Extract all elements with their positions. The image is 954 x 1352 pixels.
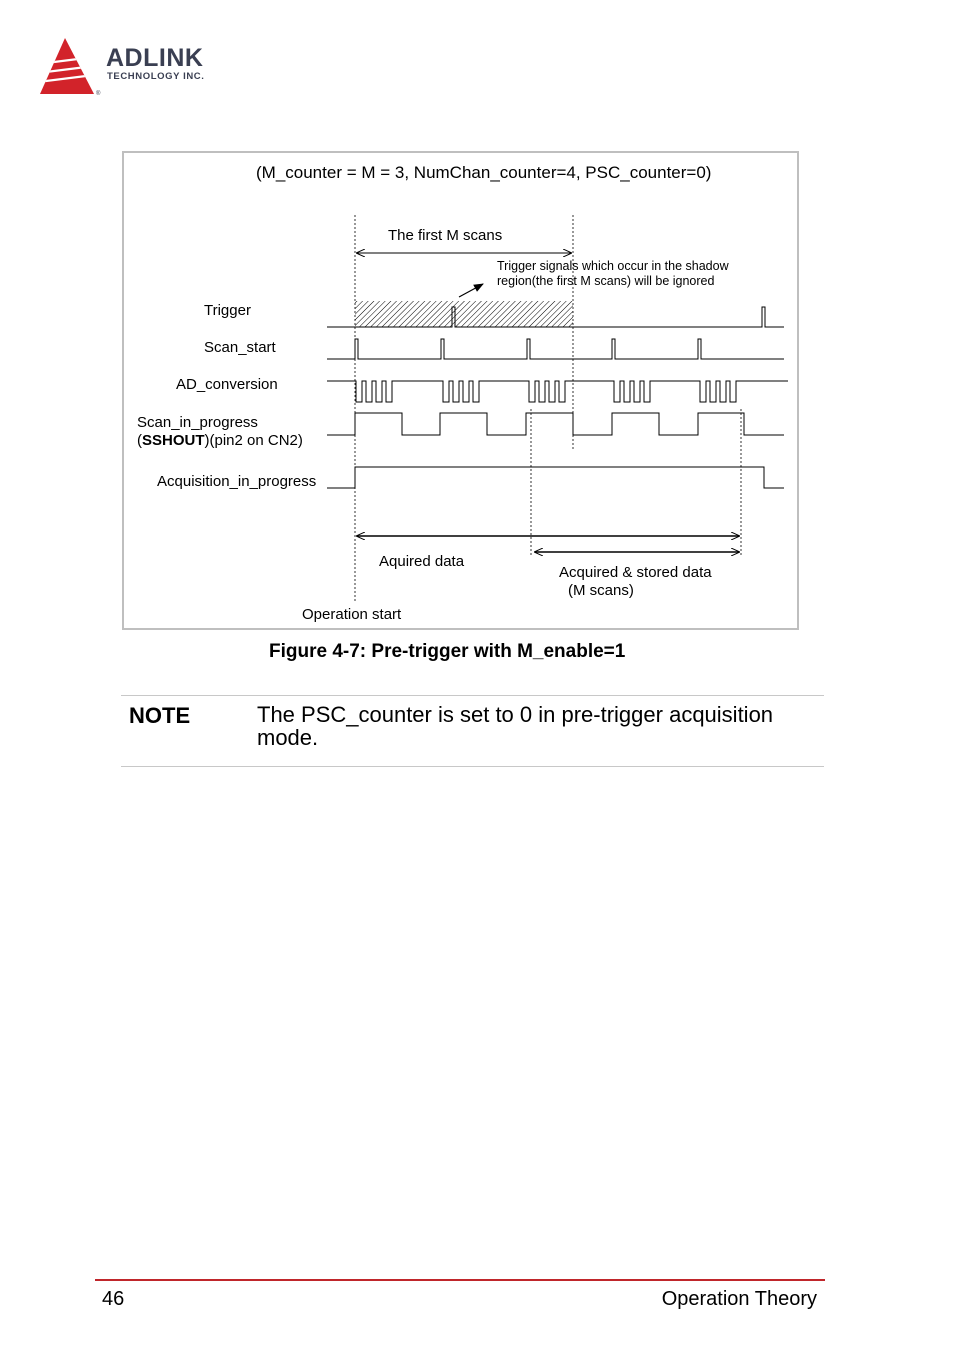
- m-scans-label: (M scans): [568, 582, 634, 599]
- acquisition-in-progress-label: Acquisition_in_progress: [157, 473, 317, 490]
- adlink-triangle-icon: [38, 34, 104, 98]
- note-label: NOTE: [129, 703, 191, 728]
- shadow-region: [355, 301, 573, 327]
- logo-wordmark: ADLINK: [106, 44, 204, 72]
- scan-in-progress-label: Scan_in_progress: [137, 414, 258, 431]
- shadow-note-line1: Trigger signals which occur in the shadow: [497, 259, 729, 273]
- figure-caption: Figure 4-7: Pre-trigger with M_enable=1: [269, 641, 626, 662]
- timing-diagram-svg: [122, 151, 799, 630]
- timing-diagram: [122, 151, 799, 630]
- note-top-rule: [121, 695, 824, 696]
- shadow-note-line2: region(the first M scans) will be ignored: [497, 274, 715, 288]
- params-text: (M_counter = M = 3, NumChan_counter=4, PSC_counter=0): [256, 163, 712, 182]
- scan-start-label: Scan_start: [204, 339, 276, 356]
- note-bottom-rule: [121, 766, 824, 767]
- svg-text:®: ®: [96, 91, 101, 97]
- note-text: The PSC_counter is set to 0 in pre-trigger acquisition mode.: [257, 702, 774, 750]
- first-m-scans-label: The first M scans: [388, 227, 503, 244]
- acquired-stored-label: Acquired & stored data: [559, 564, 712, 581]
- page-number: 46: [102, 1288, 125, 1310]
- footer-section-title: Operation Theory: [661, 1288, 817, 1310]
- ad-conversion-label: AD_conversion: [176, 376, 278, 393]
- aquired-data-label: Aquired data: [379, 553, 465, 570]
- footer-rule: [95, 1279, 825, 1281]
- operation-start-label: Operation start: [302, 606, 402, 623]
- sshout-label: (SSHOUT)(pin2 on CN2): [137, 432, 303, 449]
- logo-subtitle: TECHNOLOGY INC.: [107, 71, 205, 82]
- trigger-label: Trigger: [204, 302, 251, 319]
- adlink-logo: [38, 34, 238, 100]
